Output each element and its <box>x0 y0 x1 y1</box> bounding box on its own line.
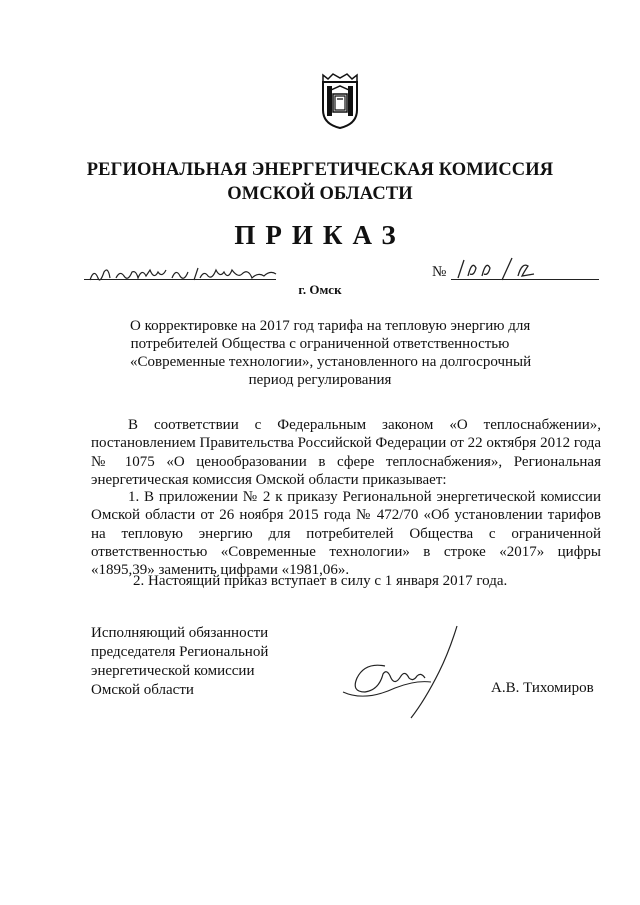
signatory-name: А.В. Тихомиров <box>491 680 594 696</box>
document-title: ПРИКАЗ <box>234 220 406 250</box>
signatory-position-line: Омской области <box>91 682 194 698</box>
number-label: № <box>432 264 447 280</box>
body-paragraph-item-2: 2. Настоящий приказ вступает в силу с 1 января 2017 года. <box>133 573 508 589</box>
city: г. Омск <box>298 282 342 297</box>
handwritten-signature <box>325 622 465 722</box>
coat-of-arms-icon <box>317 72 363 130</box>
subject-line: О корректировке на 2017 год тарифа на тепловую энергию для <box>130 318 531 334</box>
number-underline <box>451 279 599 280</box>
subject-line: потребителей Общества с ограниченной ответственностью <box>130 336 510 352</box>
organization-name-line2: ОМСКОЙ ОБЛАСТИ <box>227 184 413 204</box>
body-paragraph-preamble: В соответствии с Федеральным законом «О теплоснабжении», постановлением Правительства Российской Федерации от 22 октября 2012 года № 1075 «О ценообразовании в сфере теплоснабжения», Региональная энергетическая комиссия Омской области приказывает: <box>91 417 601 488</box>
signatory-position-line: Исполняющий обязанности <box>91 625 269 641</box>
date-underline <box>84 279 276 280</box>
subject-line: период регулирования <box>248 372 392 388</box>
subject-line: «Современные технологии», установленного на долгосрочный <box>130 354 532 370</box>
signatory-position-line: председателя Региональной <box>91 644 269 660</box>
signatory-position <box>91 624 268 700</box>
signatory-position-line: энергетической комиссии <box>91 663 255 679</box>
document-subject <box>130 317 532 389</box>
body-paragraph-item-1: 1. В приложении № 2 к приказу Региональной энергетической комиссии Омской области от 26 ноября 2015 года № 472/70 «Об установлении тарифов на тепловую энергию для потребителей Общества с ограниченной ответственностью «Современные технологии» в строке «2017» цифры «1895,39» заменить цифрами «1981,06». <box>91 489 601 579</box>
organization-name-line1: РЕГИОНАЛЬНАЯ ЭНЕРГЕТИЧЕСКАЯ КОМИССИЯ <box>86 160 554 180</box>
